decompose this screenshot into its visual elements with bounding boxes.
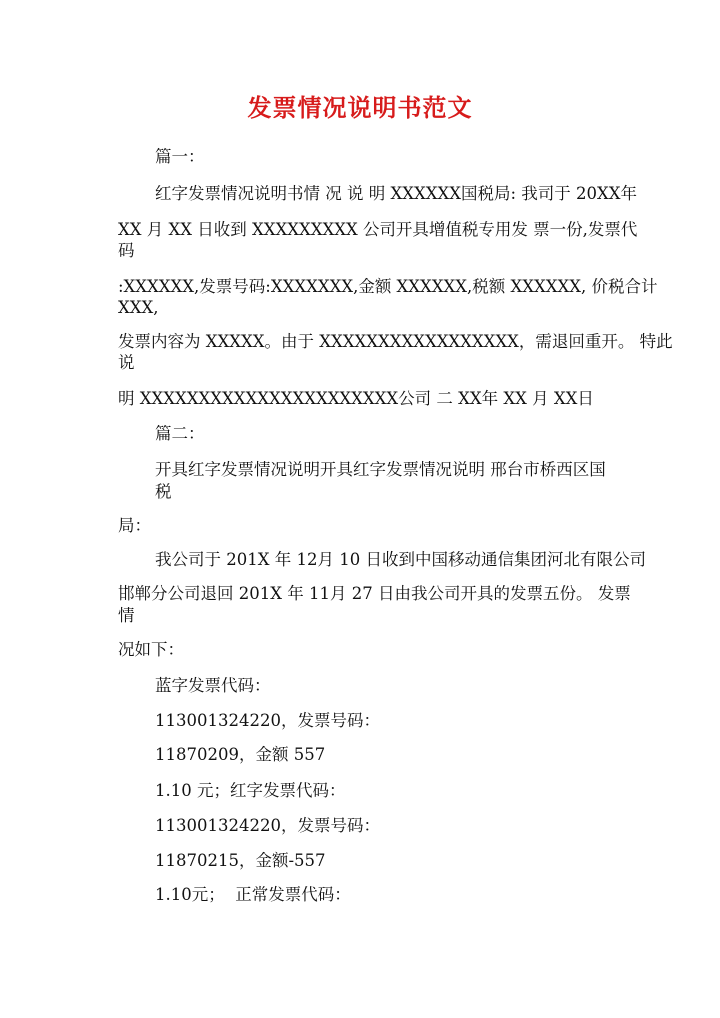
paragraph-line: 11870209，金额 557 [155, 745, 326, 764]
paragraph-line: 码 [118, 241, 135, 260]
paragraph-line: 蓝字发票代码： [155, 676, 271, 695]
paragraph-line: 说 [118, 353, 135, 372]
paragraph-line: 开具红字发票情况说明开具红字发票情况说明 邢台市桥西区国 [155, 460, 606, 479]
document-title: 发票情况说明书范文 [247, 93, 473, 122]
paragraph-line: 1.10元； 正常发票代码： [155, 885, 351, 904]
paragraph-line: 1.10 元；红字发票代码： [155, 781, 346, 800]
paragraph-line: 红字发票情况说明书情 况 说 明 XXXXXX国税局: 我司于 20XX年 [155, 184, 637, 203]
section-heading-2: 篇二： [155, 424, 205, 443]
paragraph-line: XXX, [118, 298, 159, 317]
paragraph-line: 况如下： [118, 640, 184, 659]
paragraph-line: 邯郸分公司退回 201X 年 11月 27 日由我公司开具的发票五份。 发票 [118, 584, 631, 603]
paragraph-line: 发票内容为 XXXXX。由于 XXXXXXXXXXXXXXXXX，需退回重开。 特此 [118, 332, 673, 351]
paragraph-line: :XXXXXX,发票号码:XXXXXXX,金额 XXXXXX,税额 XXXXXX, 价税合计 [118, 277, 658, 296]
paragraph-line: 11870215，金额-557 [155, 851, 326, 870]
section-heading-1: 篇一： [155, 147, 205, 166]
paragraph-line: 113001324220，发票号码： [155, 711, 380, 730]
paragraph-line: 局： [118, 516, 151, 535]
paragraph-line: 情 [118, 606, 135, 625]
paragraph-line: 税 [155, 482, 172, 501]
paragraph-line: XX 月 XX 日收到 XXXXXXXXX 公司开具增值税专用发 票一份,发票代 [118, 220, 638, 239]
paragraph-line: 我公司于 201X 年 12月 10 日收到中国移动通信集团河北有限公司 [155, 550, 646, 569]
paragraph-line: 明 XXXXXXXXXXXXXXXXXXXXXX公司 二 XX年 XX 月 XX日 [118, 389, 594, 408]
paragraph-line: 113001324220，发票号码： [155, 816, 380, 835]
